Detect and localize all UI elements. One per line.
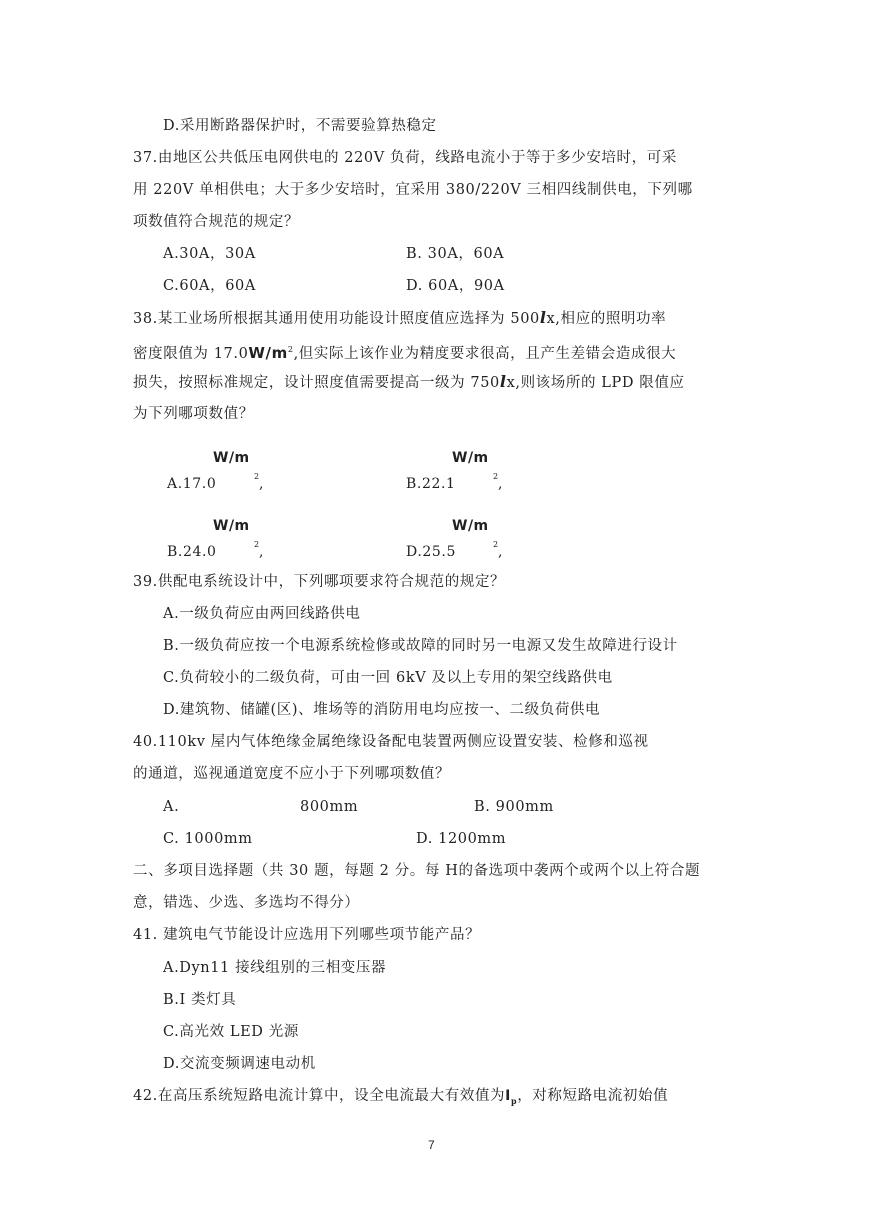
option-value: D.25.5 xyxy=(406,544,456,560)
q37-option-b: B. 30A，60A xyxy=(406,246,505,262)
option-comma: , xyxy=(498,476,503,492)
option-unit: W/m xyxy=(213,518,250,534)
q39-option-d: D.建筑物、储罐(区)、堆场等的消防用电均应按一、二级负荷供电 xyxy=(163,702,601,718)
q37-option-c: C.60A，60A xyxy=(163,278,256,294)
q38-text-line3-post: x,则该场所的 LPD 限值应 xyxy=(506,375,685,391)
option-unit-square: 2 xyxy=(493,472,499,481)
q38-text-line1-post: x,相应的照明功率 xyxy=(546,311,667,327)
q40-text-line1: 40.110kv 屋内气体绝缘金属绝缘设备配电装置两侧应设置安装、检修和巡视 xyxy=(133,734,649,750)
option-comma: , xyxy=(259,476,264,492)
ip-symbol: I xyxy=(505,1088,511,1104)
option-unit: W/m xyxy=(452,450,489,466)
option-unit-square: 2 xyxy=(254,540,260,549)
q38-text-line4: 为下列哪项数值？ xyxy=(133,406,254,422)
q39-option-c: C.负荷较小的二级负荷，可由一回 6kV 及以上专用的架空线路供电 xyxy=(163,670,613,686)
q38-text-line1 xyxy=(133,308,666,329)
q39-option-a: A.一级负荷应由两回线路供电 xyxy=(163,606,361,622)
q41-option-a: A.Dyn11 接线组别的三相变压器 xyxy=(163,960,387,976)
q40-option-a-label: A. xyxy=(163,799,180,815)
q40-option-b: B. 900mm xyxy=(474,799,554,815)
q40-option-d: D. 1200mm xyxy=(416,831,507,847)
option-unit: W/m xyxy=(452,518,489,534)
option-value: A.17.0 xyxy=(167,476,217,492)
q39-option-b: B.一级负荷应按一个电源系统检修或故障的同时另一电源又发生故障进行设计 xyxy=(163,638,678,654)
q40-option-c: C. 1000mm xyxy=(163,831,253,847)
q41-option-b: B.I 类灯具 xyxy=(163,992,237,1008)
unit-w-per-m: W/m xyxy=(248,343,288,362)
q37-option-a: A.30A，30A xyxy=(163,246,256,262)
q37-text-line2: 用 220V 单相供电；大于多少安培时，宜采用 380/220V 三相四线制供电，下列哪 xyxy=(133,182,693,198)
section-2-heading-line1: 二、多项目选择题（共 30 题，每题 2 分。每 H的备选项中袭两个或两个以上符合题 xyxy=(133,863,701,879)
q36-option-d: D.采用断路器保护时，不需要验算热稳定 xyxy=(163,118,437,134)
q42-text-pre: 42.在高压系统短路电流计算中，设全电流最大有效值为 xyxy=(133,1088,506,1104)
ip-subscript: p xyxy=(510,1095,518,1106)
option-comma: , xyxy=(498,544,503,560)
option-unit: W/m xyxy=(213,450,250,466)
q38-text-line2-post: ,但实际上该作业为精度要求很高，且产生差错会造成很大 xyxy=(293,345,677,362)
q41-option-d: D.交流变频调速电动机 xyxy=(163,1056,316,1072)
q38-text-line2-pre: 密度限值为 17.0 xyxy=(133,345,249,362)
option-unit-square: 2 xyxy=(254,472,260,481)
q37-text-line3: 项数值符合规范的规定？ xyxy=(133,214,300,230)
option-comma: , xyxy=(259,544,264,560)
q41-option-c: C.高光效 LED 光源 xyxy=(163,1024,299,1040)
q40-option-a-value: 800mm xyxy=(300,799,359,815)
q38-text-line2 xyxy=(133,340,676,364)
q42-text-post: ，对称短路电流初始值 xyxy=(517,1088,669,1104)
lux-symbol: l xyxy=(539,308,547,327)
option-value: B.24.0 xyxy=(167,544,217,560)
option-value: B.22.1 xyxy=(406,476,456,492)
option-unit-square: 2 xyxy=(493,540,499,549)
q38-text-line3 xyxy=(133,372,685,393)
unit-square: 2 xyxy=(287,345,294,354)
q42-text-line1 xyxy=(133,1086,668,1111)
lux-symbol: l xyxy=(499,372,507,391)
q37-option-d: D. 60A，90A xyxy=(406,278,505,294)
q41-text: 41. 建筑电气节能设计应选用下列哪些项节能产品？ xyxy=(133,927,481,943)
q39-text: 39.供配电系统设计中，下列哪项要求符合规范的规定？ xyxy=(133,574,506,590)
q38-text-line1-pre: 38.某工业场所根据其通用使用功能设计照度值应选择为 500 xyxy=(133,311,540,327)
q40-text-line2: 的通道，巡视通道宽度不应小于下列哪项数值？ xyxy=(133,766,451,782)
page-number: 7 xyxy=(428,1138,435,1152)
q38-text-line3-pre: 损失，按照标准规定，设计照度值需要提高一级为 750 xyxy=(133,375,500,391)
q37-text-line1: 37.由地区公共低压电网供电的 220V 负荷，线路电流小于等于多少安培时，可采 xyxy=(133,150,677,166)
section-2-heading-line2: 意，错选、少选、多选均不得分） xyxy=(133,895,360,911)
